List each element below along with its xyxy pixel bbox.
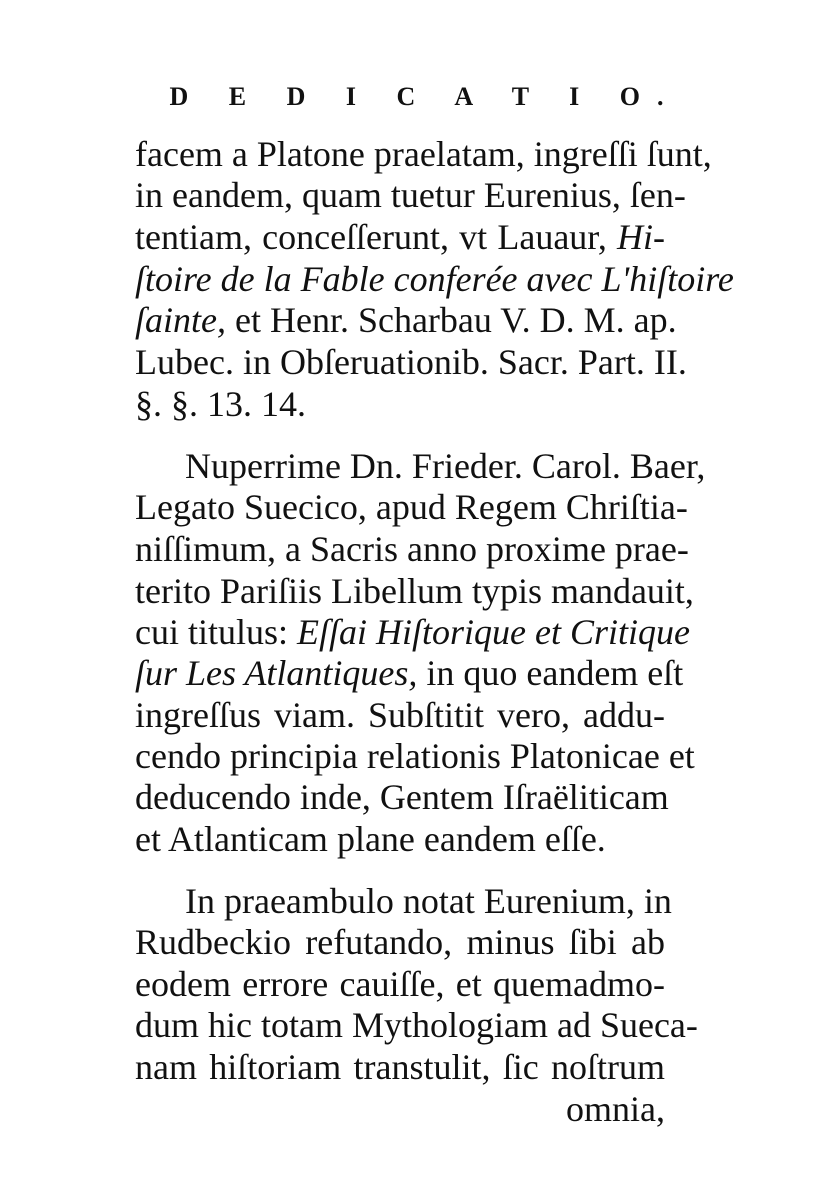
- text-line: cendo principia relationis Platonicae et: [135, 736, 695, 776]
- text-line: [135, 653, 684, 693]
- italic-text-segment: ſainte,: [135, 300, 226, 340]
- paragraph-first-line: Nuperrime Dn. Frieder. Carol. Baer,: [185, 446, 706, 486]
- italic-text-segment: ſtoire de la Fable conferée avec L'hiſtoire: [135, 259, 734, 299]
- text-line: Legato Suecico, apud Regem Chriſtia-: [135, 487, 688, 527]
- italic-text-segment: Hi-: [617, 217, 665, 257]
- text-line: eodem errore cauiſſe, et quemadmo-: [135, 964, 665, 1004]
- text-segment: tentiam, conceſſerunt, vt Lauaur,: [135, 217, 607, 257]
- text-line: facem a Platone praelatam, ingreſſi ſunt,: [135, 134, 712, 174]
- text-line: niſſimum, a Sacris anno proxime prae-: [135, 529, 689, 569]
- text-line: deducendo inde, Gentem Iſraëliticam: [135, 777, 669, 817]
- text-line: ingreſſus viam. Subſtitit vero, addu-: [135, 695, 665, 735]
- text-line: §. §. 13. 14.: [135, 384, 306, 424]
- text-segment: cui titulus:: [135, 612, 288, 652]
- text-line: nam hiſtoriam transtulit, ſic noſtrum: [135, 1047, 665, 1087]
- text-segment: in quo eandem eſt: [426, 653, 684, 693]
- text-line: Lubec. in Obſeruationib. Sacr. Part. II.: [135, 342, 687, 382]
- italic-text-segment: ſur Les Atlantiques,: [135, 653, 418, 693]
- paragraph-first-line: In praeambulo notat Eurenium, in: [185, 881, 672, 921]
- text-line: terito Pariſiis Libellum typis mandauit,: [135, 571, 694, 611]
- italic-text-segment: Eſſai Hiſtorique et Critique: [297, 612, 690, 652]
- text-line: [135, 219, 665, 255]
- text-segment: et Henr. Scharbau V. D. M. ap.: [234, 300, 677, 340]
- text-line: in eandem, quam tuetur Eurenius, ſen-: [135, 175, 686, 215]
- italic-text-line: [135, 259, 734, 299]
- text-line: Rudbeckio refutando, minus ſibi ab: [135, 922, 665, 962]
- text-line: [135, 300, 677, 340]
- text-line: et Atlanticam plane eandem eſſe.: [135, 819, 606, 859]
- running-header: D E D I C A T I O.: [169, 82, 681, 111]
- text-line: [135, 612, 690, 652]
- catchword: omnia,: [566, 1089, 665, 1129]
- text-line: dum hic totam Mythologiam ad Sueca-: [135, 1005, 698, 1045]
